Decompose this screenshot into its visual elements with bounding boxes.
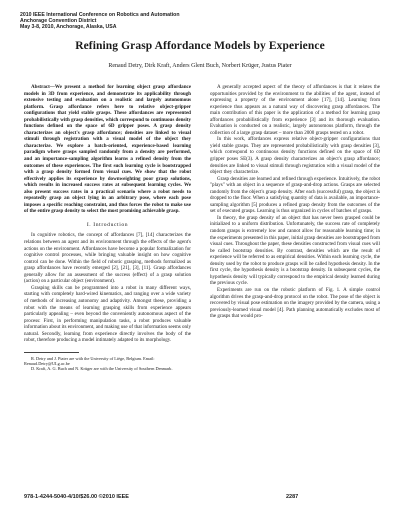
section-heading: I. Introduction (86, 221, 129, 228)
right-paragraph-2: In this work, affordances express relative object-gripper configurations that yield stable grasps. They are represented probabilistically with grasp densities [3], which correspond to continuous density functions defined on the space of 6D gripper poses SE(3). A grasp density characterizes an object's grasp affordance; densities are linked to visual stimuli through registration with a visual model of the object they characterize. (210, 136, 380, 176)
conference-line-1: 2010 IEEE International Conference on Robotics and Automation (20, 12, 180, 18)
paper-authors: Renaud Detry, Dirk Kraft, Anders Glent Buch, Norbert Krüger, Justus Piater (108, 63, 292, 69)
intro-paragraph-2: Grasping skills can be programmed into a robot in many different ways, starting with completely hard-wired kinematics, and ranging over a wide variety of methods of increasing autonomy and adaptivity. Amongst these, providing a robot with the means of learning grasping skills from experience appears particularly appealing – even beyond the conveniently autonomous aspect of the process: First, in performing manipulation tasks, a robot produces valuable information about its environment, and making use of that information seems only natural. Secondly, learning from experience directly involves the body of the robot, therefore producing a model intimately adapted to its morphology. (24, 284, 191, 344)
footnote-1: R. Detry and J. Piater are with the University of Liège, Belgium. Email: Renaud.Detry@ULg.ac.be (24, 355, 155, 367)
page-footer (24, 494, 380, 504)
page-number: 2287 (286, 494, 299, 500)
conference-header (20, 12, 220, 31)
footnote-rule (24, 352, 79, 353)
footnote-2: D. Kraft, A. G. Buch and N. Krüger are with the University of Southern Denmark. (31, 366, 173, 372)
conference-line-3: May 3-8, 2010, Anchorage, Alaska, USA (20, 24, 117, 31)
right-paragraph-4: In theory, the grasp density of an object that has never been grasped could be initialized to a uniform distribution. Unfortunately, the success rate of completely random grasps is extremely low and cannot allow for reasonable learning time; in the experiments presented in this paper, initial grasp densities are bootstrapped from visual cues. Throughout the paper, these densities constructed from visual cues will be called bootstrap densities. By contrast, densities which are the result of experience will be referred to as empirical densities. Within each learning cycle, the density used by the robot to produce grasps will be called hypothesis density. In the first cycle, the hypothesis density is a bootstrap density. In subsequent cycles, the hypothesis density will typically correspond to the empirical density learned during the previous cycle. (210, 214, 380, 287)
abstract: Abstract—We present a method for learning object grasp affordance models in 3D from experience, and demonstrate its applicability through extensive testing and evaluation on a realistic and largely autonomous platform. Grasp affordance refers here to relative object-gripper configurations that yield stable grasps. These affordances are represented probabilistically with grasp densities, which correspond to continuous density functions defined on the space of 6D gripper poses. A grasp density characterizes an object's grasp affordance; densities are linked to visual stimuli through registration with a visual model of the object they characterize. We explore a batch-oriented, experience-based learning paradigm where grasps sampled randomly from a density are performed, and an importance-sampling algorithm learns a refined density from the outcomes of these experiences. The first such learning cycle is bootstrapped with a grasp density formed from visual cues. We show that the robot effectively applies its experience by downweighting poor grasp solutions, which results in increased success rates at subsequent learning cycles. We also present success rates in a practical scenario where a robot needs to repeatedly grasp an object lying in an arbitrary pose, where each pose imposes a specific reaching constraint, and thus forces the robot to make use of the entire grasp density to select the most promising achievable grasp. (24, 84, 191, 215)
left-column (24, 84, 191, 372)
right-column (210, 84, 380, 320)
conference-line-2: Anchorage Convention District (20, 18, 97, 25)
right-paragraph-3: Grasp densities are learned and refined through experience. Intuitively, the robot "plays" with an object in a sequence of grasp-and-drop actions. Grasps are selected randomly from the object's grasp density. After each (successful) grasp, the object is dropped to the floor. When a satisfying quantity of data is available, an importance-sampling algorithm [5] produces a refined grasp density from the outcomes of the set of executed grasps. Learning is thus organized in cycles of batches of grasps. (210, 175, 380, 215)
intro-paragraph-1: In cognitive robotics, the concept of affordances [7], [14] characterizes the relations between an agent and its environment through the effects of the agent's actions on the environment. Affordances have become a popular formalization for cognitive control processes, while bringing valuable insight on how cognitive control can be done. Within the field of robotic grasping, methods formalized as grasp affordances have recently emerged [2], [21], [3], [11]. Grasp affordances generally allow for an assessment of the success (effect) of a grasp solution (action) on a particular object (environment). (24, 232, 191, 285)
right-paragraph-5: Experiments are run on the robotic platform of Fig. 1. A simple control algorithm drives the grasp-and-drop protocol on the robot. The pose of the object is recovered by visual pose estimation on the imagery provided by the camera, using a previously-learned visual model [4]. Path planning automatically excludes most of the grasps that would pro- (210, 286, 380, 320)
isbn-copyright: 978-1-4244-5040-4/10/$26.00 ©2010 IEEE (24, 494, 129, 500)
right-paragraph-1: A generally accepted aspect of the theory of affordances is that it relates the opportunities provided by the environment to the abilities of the agent, instead of expressing a property of the environment alone [17], [14]. Learning from experience thus appears as a natural way of discovering grasp affordances. The main contribution of this paper is the application of a method for learning grasp affordances probabilistically from experience [3] and its thorough evaluation. Evaluation is conducted on a realistic, largely autonomous platform, through the collection of a large grasp dataset – more than 2000 grasps tested on a robot. (210, 84, 380, 136)
paper-title: Refining Grasp Affordance Models by Experience (75, 40, 325, 52)
